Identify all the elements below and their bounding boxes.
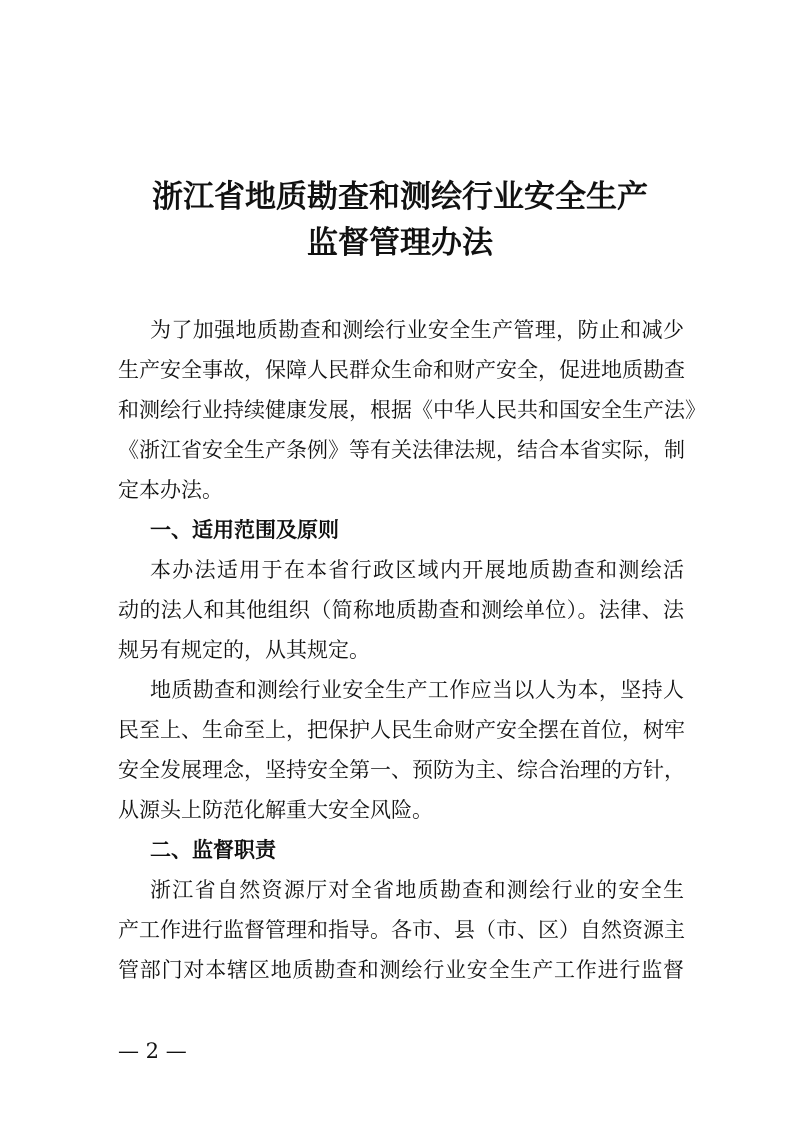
paragraph-line: 规另有规定的，从其规定。 xyxy=(118,638,370,662)
paragraph-line: 浙江省自然资源厅对全省地质勘查和测绘行业的安全生 xyxy=(150,878,684,902)
paragraph-line: 定本办法。 xyxy=(118,478,223,502)
paragraph-line: 民至上、生命至上，把保护人民生命财产安全摆在首位，树牢 xyxy=(118,718,685,742)
paragraph-line: 安全发展理念，坚持安全第一、预防为主、综合治理的方针， xyxy=(118,758,685,782)
paragraph-line: 为了加强地质勘查和测绘行业安全生产管理，防止和减少 xyxy=(150,318,684,342)
paragraph-line: 和测绘行业持续健康发展，根据《中华人民共和国安全生产法》 xyxy=(118,398,706,422)
section-heading: 一、适用范围及原则 xyxy=(150,517,339,542)
paragraph-line: 《浙江省安全生产条例》等有关法律法规，结合本省实际，制 xyxy=(118,438,685,462)
section-heading: 二、监督职责 xyxy=(150,837,276,862)
paragraph-line: 管部门对本辖区地质勘查和测绘行业安全生产工作进行监督 xyxy=(118,958,684,982)
page-number: — 2 — xyxy=(118,1039,187,1063)
paragraph-line: 从源头上防范化解重大安全风险。 xyxy=(118,798,433,822)
paragraph-line: 动的法人和其他组织（简称地质勘查和测绘单位）。法律、法 xyxy=(118,598,684,622)
title-line-1: 浙江省地质勘查和测绘行业安全生产 xyxy=(152,179,648,215)
title-line-2: 监督管理办法 xyxy=(307,225,493,261)
paragraph-line: 产工作进行监督管理和指导。各市、县（市、区）自然资源主 xyxy=(118,918,685,942)
paragraph-line: 本办法适用于在本省行政区域内开展地质勘查和测绘活 xyxy=(150,558,684,582)
paragraph-line: 地质勘查和测绘行业安全生产工作应当以人为本，坚持人 xyxy=(150,678,684,702)
paragraph-line: 生产安全事故，保障人民群众生命和财产安全，促进地质勘查 xyxy=(118,358,685,382)
